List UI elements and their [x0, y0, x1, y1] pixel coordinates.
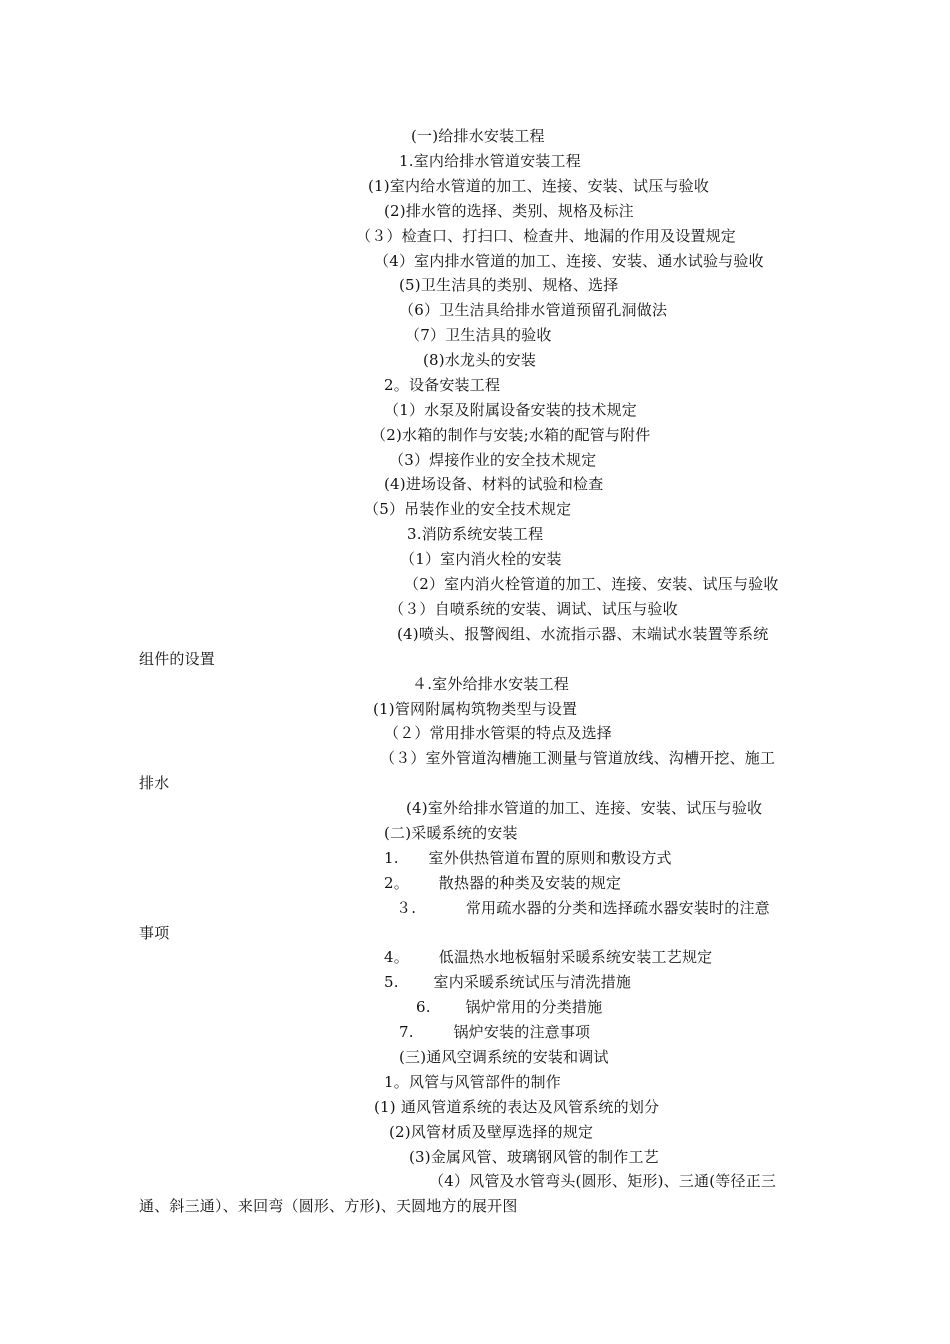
item-equipment-testing: (4)进场设备、材料的试验和检查	[384, 475, 604, 493]
item-pressure-test-cleaning: 5. 室内采暖系统试压与清洗措施	[384, 973, 632, 991]
item-outdoor-pipe-work: (4)室外给排水管道的加工、连接、安装、试压与验收	[406, 799, 763, 817]
item-network-structures: (1)管网附属构筑物类型与设置	[373, 700, 578, 718]
item-hoisting-safety: （5）吊装作业的安全技术规定	[364, 500, 572, 518]
item-trench-construction-cont: 排水	[139, 774, 170, 792]
item-elbows-tees: （4）风管及水管弯头(圆形、矩形)、三通(等径正三	[429, 1172, 777, 1190]
item-heating-pipe-layout: 1. 室外供热管道布置的原则和敷设方式	[384, 849, 672, 867]
item-sprinkler-system: （３）自喷系统的安装、调试、试压与验收	[389, 600, 678, 618]
heading-heating-system: (二)采暖系统的安装	[384, 824, 518, 842]
item-hydrant-piping: （2）室内消火栓管道的加工、连接、安装、试压与验收	[404, 575, 779, 593]
item-duct-system: (1) 通风管道系统的表达及风管系统的划分	[374, 1098, 660, 1116]
item-welding-safety: （3）焊接作业的安全技术规定	[389, 451, 597, 469]
item-boiler-classification: 6. 锅炉常用的分类措施	[416, 998, 603, 1016]
item-indoor-drain-pipe: （4）室内排水管道的加工、连接、安装、通水试验与验收	[374, 252, 764, 270]
item-drain-channels: （２）常用排水管渠的特点及选择	[384, 724, 613, 742]
item-trench-construction: （３）室外管道沟槽施工测量与管道放线、沟槽开挖、施工	[380, 749, 776, 767]
subheading-fire-system: 3.消防系统安装工程	[407, 525, 544, 543]
item-duct-material: (2)风管材质及壁厚选择的规定	[389, 1123, 594, 1141]
item-floor-heating: 4。 低温热水地板辐射采暖系统安装工艺规定	[384, 948, 713, 966]
subheading-duct-fabrication: 1。风管与风管部件的制作	[384, 1073, 561, 1091]
item-sprinkler-components: (4)喷头、报警阀组、水流指示器、末端试水装置等系统	[397, 625, 769, 643]
subheading-equipment-install: 2。设备安装工程	[384, 376, 501, 394]
subheading-indoor-piping: 1.室内给排水管道安装工程	[399, 152, 581, 170]
item-pump-install: （1）水泵及附属设备安装的技术规定	[384, 401, 637, 419]
heading-hvac-system: (三)通风空调系统的安装和调试	[399, 1048, 609, 1066]
item-fixture-acceptance: （7）卫生洁具的验收	[405, 326, 552, 344]
item-drain-pipe-selection: (2)排水管的选择、类别、规格及标注	[384, 202, 634, 220]
item-steam-traps-cont: 事项	[139, 924, 170, 942]
item-boiler-install: 7. 锅炉安装的注意事项	[399, 1023, 591, 1041]
heading-water-supply-drainage: (一)给排水安装工程	[411, 127, 545, 145]
item-radiators: 2。 散热器的种类及安装的规定	[384, 874, 622, 892]
item-hydrant-install: （1）室内消火栓的安装	[400, 550, 562, 568]
item-water-tank: （2)水箱的制作与安装;水箱的配管与附件	[371, 426, 651, 444]
item-sprinkler-components-cont: 组件的设置	[139, 650, 216, 668]
subheading-outdoor-piping: ４.室外给排水安装工程	[412, 675, 569, 693]
item-faucet-install: (8)水龙头的安装	[423, 351, 537, 369]
item-reserved-holes: （6）卫生洁具给排水管道预留孔洞做法	[399, 301, 668, 319]
item-sanitary-fixtures: (5)卫生洁具的类别、规格、选择	[399, 276, 619, 294]
item-inspection-openings: （３）检查口、打扫口、检查井、地漏的作用及设置规定	[356, 227, 737, 245]
item-elbows-tees-cont: 通、斜三通）、来回弯（圆形、方形)、天圆地方的展开图	[139, 1197, 518, 1215]
item-steam-traps: ３. 常用疏水器的分类和选择疏水器安装时的注意	[396, 899, 770, 917]
item-duct-process: (3)金属风管、玻璃钢风管的制作工艺	[409, 1148, 659, 1166]
item-indoor-supply-pipe: (1)室内给水管道的加工、连接、安装、试压与验收	[368, 177, 710, 195]
